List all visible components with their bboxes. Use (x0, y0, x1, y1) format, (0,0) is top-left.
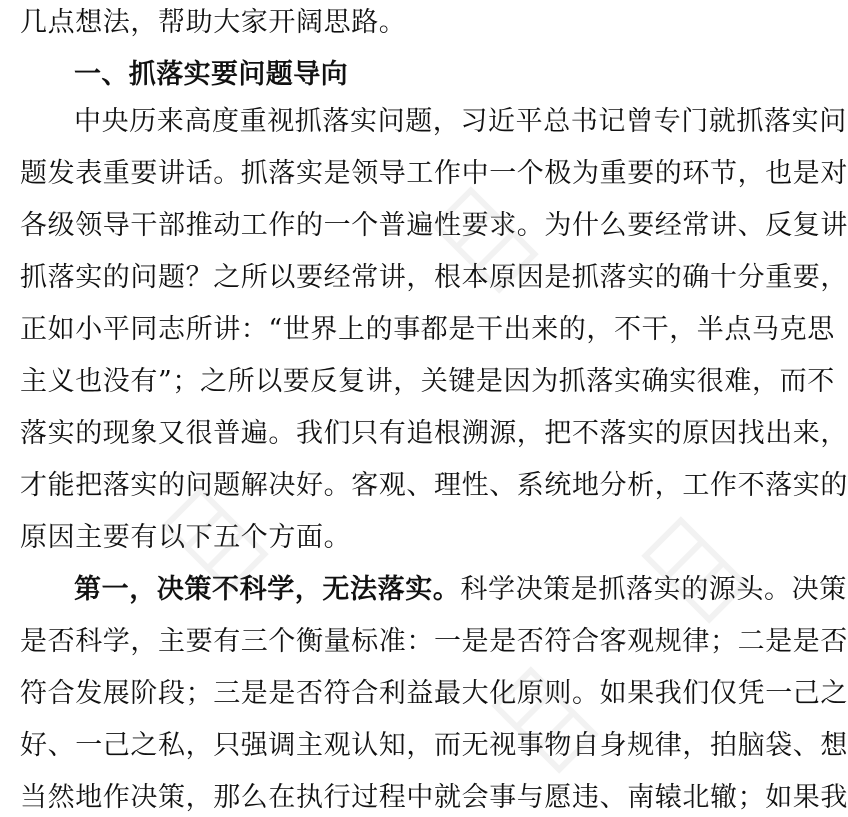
paragraph-line: 主义也没有”；之所以要反复讲，关键是因为抓落实确实很难，而不 (20, 366, 835, 397)
paragraph-line: 好、一己之私，只强调主观认知，而无视事物自身规律，拍脑袋、想 (20, 730, 848, 761)
paragraph-line: 符合发展阶段；三是是否符合利益最大化原则。如果我们仅凭一己之 (20, 678, 848, 709)
bold-lead-text: 第一，决策不科学，无法落实。 (74, 574, 461, 605)
paragraph-line: 各级领导干部推动工作的一个普遍性要求。为什么要经常讲、反复讲 (20, 210, 848, 241)
paragraph-line: 抓落实的问题？之所以要经常讲，根本原因是抓落实的确十分重要， (20, 262, 848, 293)
paragraph-line (74, 571, 847, 609)
paragraph-line: 原因主要有以下五个方面。 (20, 522, 352, 553)
paragraph-line: 几点想法，帮助大家开阔思路。 (20, 7, 407, 38)
paragraph-line: 正如小平同志所讲：“世界上的事都是干出来的，不干，半点马克思 (20, 314, 835, 345)
section-heading: 一、抓落实要问题导向 (74, 59, 348, 90)
paragraph-line: 落实的现象又很普遍。我们只有追根溯源，把不落实的原因找出来， (20, 418, 848, 449)
paragraph-line: 才能把落实的问题解决好。客观、理性、系统地分析，工作不落实的 (20, 470, 848, 501)
paragraph-text: 科学决策是抓落实的源头。决策 (460, 574, 847, 605)
paragraph-line: 当然地作决策，那么在执行过程中就会事与愿违、南辕北辙；如果我 (20, 782, 848, 813)
paragraph-line: 是否科学，主要有三个衡量标准：一是是否符合客观规律；二是是否 (20, 626, 848, 657)
paragraph-line: 题发表重要讲话。抓落实是领导工作中一个极为重要的环节，也是对 (20, 158, 848, 189)
paragraph-line: 中央历来高度重视抓落实问题，习近平总书记曾专门就抓落实问 (74, 106, 847, 137)
